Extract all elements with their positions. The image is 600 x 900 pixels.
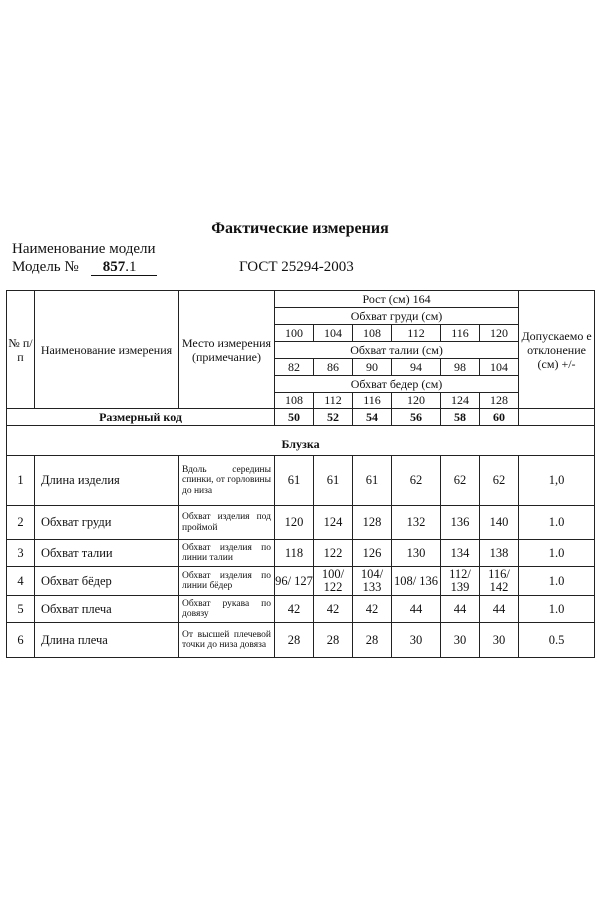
row-value: 132 — [392, 506, 441, 540]
row-value: 62 — [480, 456, 519, 506]
waist-value: 98 — [441, 359, 480, 376]
row-tolerance: 1.0 — [519, 506, 595, 540]
row-value: 44 — [441, 596, 480, 623]
row-value: 62 — [441, 456, 480, 506]
row-value: 61 — [275, 456, 314, 506]
row-value: 126 — [353, 540, 392, 567]
row-measurement-name: Обхват талии — [35, 540, 179, 567]
chest-value: 104 — [314, 325, 353, 342]
row-measurement-name: Длина изделия — [35, 456, 179, 506]
row-value: 140 — [480, 506, 519, 540]
hips-value: 128 — [480, 393, 519, 409]
row-value: 134 — [441, 540, 480, 567]
size-code-label: Размерный код — [7, 409, 275, 426]
row-tolerance: 1.0 — [519, 540, 595, 567]
row-value: 104/ 133 — [353, 567, 392, 596]
row-value: 122 — [314, 540, 353, 567]
header-chest: Обхват груди (см) — [275, 308, 519, 325]
waist-value: 82 — [275, 359, 314, 376]
header-tolerance: Допускаемо е отклонение (см) +/- — [519, 291, 595, 409]
table-row — [7, 596, 595, 623]
row-value: 96/ 127 — [275, 567, 314, 596]
hips-value: 120 — [392, 393, 441, 409]
row-value: 116/ 142 — [480, 567, 519, 596]
hips-value: 124 — [441, 393, 480, 409]
table-row — [7, 540, 595, 567]
row-value: 138 — [480, 540, 519, 567]
model-name-label: Наименование модели — [12, 241, 156, 257]
size-code: 56 — [392, 409, 441, 426]
model-number-line — [12, 259, 157, 276]
size-code: 50 — [275, 409, 314, 426]
hips-value: 108 — [275, 393, 314, 409]
row-value: 30 — [441, 623, 480, 658]
row-number: 2 — [7, 506, 35, 540]
row-value: 44 — [392, 596, 441, 623]
size-code: 60 — [480, 409, 519, 426]
header-waist: Обхват талии (см) — [275, 342, 519, 359]
size-code: 52 — [314, 409, 353, 426]
row-measurement-place: Обхват изделия по линии талии — [179, 540, 275, 567]
table-row — [7, 623, 595, 658]
header-name: Наименование измерения — [35, 291, 179, 409]
row-value: 42 — [314, 596, 353, 623]
waist-value: 104 — [480, 359, 519, 376]
row-value: 61 — [314, 456, 353, 506]
row-measurement-name: Обхват груди — [35, 506, 179, 540]
header-index: № п/ п — [7, 291, 35, 409]
row-value: 120 — [275, 506, 314, 540]
row-measurement-name: Длина плеча — [35, 623, 179, 658]
row-value: 61 — [353, 456, 392, 506]
size-code: 54 — [353, 409, 392, 426]
row-measurement-place: Обхват рукава по довязу — [179, 596, 275, 623]
row-value: 108/ 136 — [392, 567, 441, 596]
row-value: 130 — [392, 540, 441, 567]
row-value: 44 — [480, 596, 519, 623]
row-number: 6 — [7, 623, 35, 658]
table-row — [7, 506, 595, 540]
row-value: 136 — [441, 506, 480, 540]
hips-value: 116 — [353, 393, 392, 409]
row-measurement-place: Вдоль середины спинки, от горловины до низа — [179, 456, 275, 506]
row-value: 100/ 122 — [314, 567, 353, 596]
model-number-value — [91, 260, 157, 276]
model-number-suffix: .1 — [125, 259, 137, 275]
chest-value: 120 — [480, 325, 519, 342]
row-value: 30 — [392, 623, 441, 658]
waist-value: 94 — [392, 359, 441, 376]
header-hips: Обхват бедер (см) — [275, 376, 519, 393]
waist-value: 86 — [314, 359, 353, 376]
table-row — [7, 567, 595, 596]
row-value: 30 — [480, 623, 519, 658]
section-title: Блузка — [7, 426, 595, 456]
row-value: 62 — [392, 456, 441, 506]
model-number-label: Модель № — [12, 259, 79, 275]
header-height: Рост (см) 164 — [275, 291, 519, 308]
row-value: 118 — [275, 540, 314, 567]
chest-value: 100 — [275, 325, 314, 342]
row-value: 28 — [275, 623, 314, 658]
row-value: 42 — [353, 596, 392, 623]
chest-value: 116 — [441, 325, 480, 342]
row-value: 124 — [314, 506, 353, 540]
row-measurement-name: Обхват бёдер — [35, 567, 179, 596]
row-value: 128 — [353, 506, 392, 540]
row-tolerance: 1.0 — [519, 596, 595, 623]
row-tolerance: 1.0 — [519, 567, 595, 596]
chest-value: 108 — [353, 325, 392, 342]
row-measurement-place: Обхват изделия по линии бёдер — [179, 567, 275, 596]
row-measurement-name: Обхват плеча — [35, 596, 179, 623]
row-number: 3 — [7, 540, 35, 567]
row-measurement-place: Обхват изделия под проймой — [179, 506, 275, 540]
model-number-main: 857 — [102, 259, 126, 275]
measurements-table — [6, 290, 595, 658]
size-code-tolerance-empty — [519, 409, 595, 426]
row-tolerance: 1,0 — [519, 456, 595, 506]
hips-value: 112 — [314, 393, 353, 409]
gost-standard: ГОСТ 25294-2003 — [239, 259, 354, 275]
waist-value: 90 — [353, 359, 392, 376]
header-place: Место измерения (примечание) — [179, 291, 275, 409]
row-measurement-place: От высшей плечевой точки до низа довяза — [179, 623, 275, 658]
row-tolerance: 0.5 — [519, 623, 595, 658]
document-title: Фактические измерения — [211, 220, 389, 237]
row-value: 42 — [275, 596, 314, 623]
row-number: 1 — [7, 456, 35, 506]
row-number: 4 — [7, 567, 35, 596]
table-row — [7, 456, 595, 506]
row-value: 112/ 139 — [441, 567, 480, 596]
chest-value: 112 — [392, 325, 441, 342]
row-number: 5 — [7, 596, 35, 623]
row-value: 28 — [314, 623, 353, 658]
row-value: 28 — [353, 623, 392, 658]
size-code: 58 — [441, 409, 480, 426]
